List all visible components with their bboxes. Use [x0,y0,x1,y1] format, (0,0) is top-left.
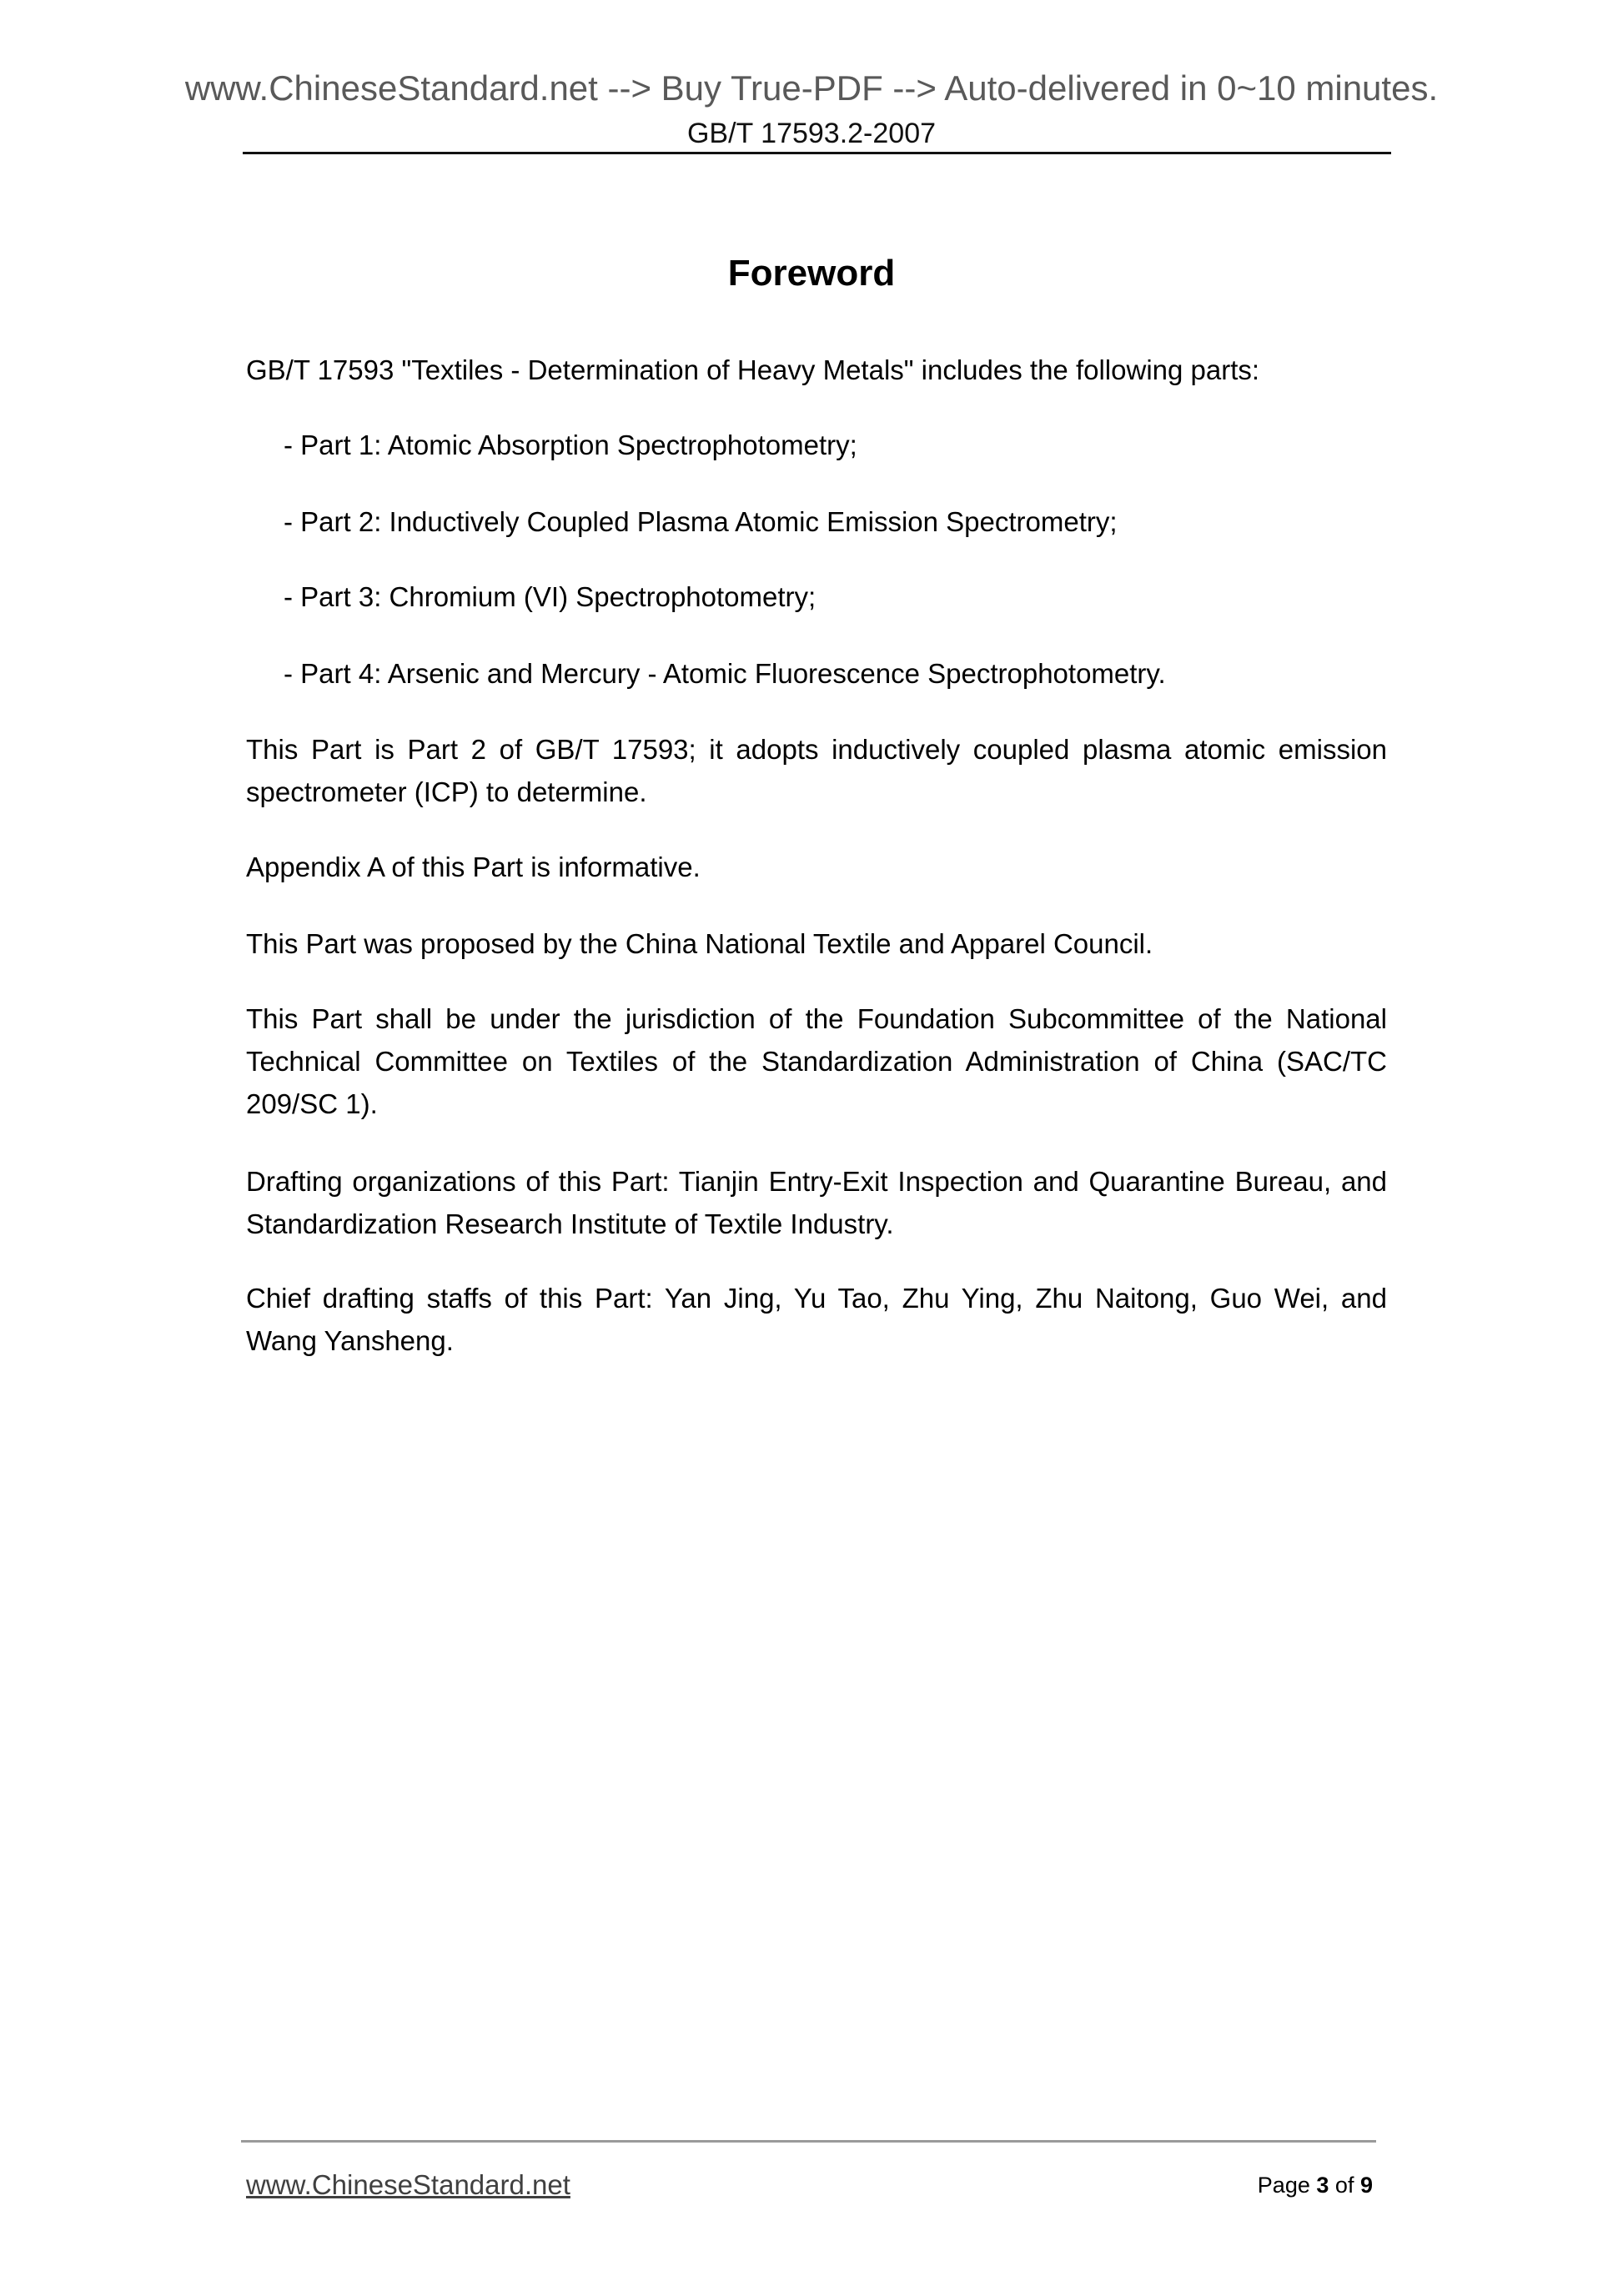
page-title: Foreword [727,253,896,294]
page-label: Page [1257,2173,1310,2198]
page-number [1258,2168,1373,2202]
paragraph-intro: GB/T 17593 "Textiles - Determination of Heavy Metals" includes the following parts: [246,354,1260,385]
footer-divider [241,2140,1376,2143]
paragraph-proposed: This Part was proposed by the China National Textile and Apparel Council. [246,928,1153,959]
header-divider [243,152,1391,154]
list-item-part-3: - Part 3: Chromium (VI) Spectrophotometry; [284,581,817,612]
paragraph-appendix: Appendix A of this Part is informative. [246,852,701,882]
paragraph-drafting-orgs: Drafting organizations of this Part: Tianjin Entry-Exit Inspection and Quarantine Bureau, and Standardization Research Institute of Textile Industry. [246,1166,1387,1239]
paragraph-jurisdiction: This Part shall be under the jurisdiction of the Foundation Subcommittee of the National Technical Committee on Textiles of the Standardization Administration of China (SAC/TC 209/SC 1). [246,1003,1387,1119]
standard-code: GB/T 17593.2-2007 [686,118,937,149]
paragraph-drafting-staff: Chief drafting staffs of this Part: Yan Jing, Yu Tao, Zhu Ying, Zhu Naitong, Guo Wei, and Wang Yansheng. [246,1283,1387,1356]
page-of-label: of [1334,2173,1354,2198]
footer-website-link[interactable]: www.ChineseStandard.net [246,2169,570,2200]
list-item-part-1: - Part 1: Atomic Absorption Spectrophotometry; [284,430,857,460]
paragraph-scope: This Part is Part 2 of GB/T 17593; it adopts inductively coupled plasma atomic emission spectrometer (ICP) to determine. [246,734,1387,807]
page-total: 9 [1359,2173,1373,2198]
list-item-part-4: - Part 4: Arsenic and Mercury - Atomic Fluorescence Spectrophotometry. [284,658,1166,689]
header-banner: www.ChineseStandard.net --> Buy True-PDF --> Auto-delivered in 0~10 minutes. [184,68,1439,108]
list-item-part-2: - Part 2: Inductively Coupled Plasma Atomic Emission Spectrometry; [284,506,1118,537]
page-current: 3 [1316,2173,1329,2198]
